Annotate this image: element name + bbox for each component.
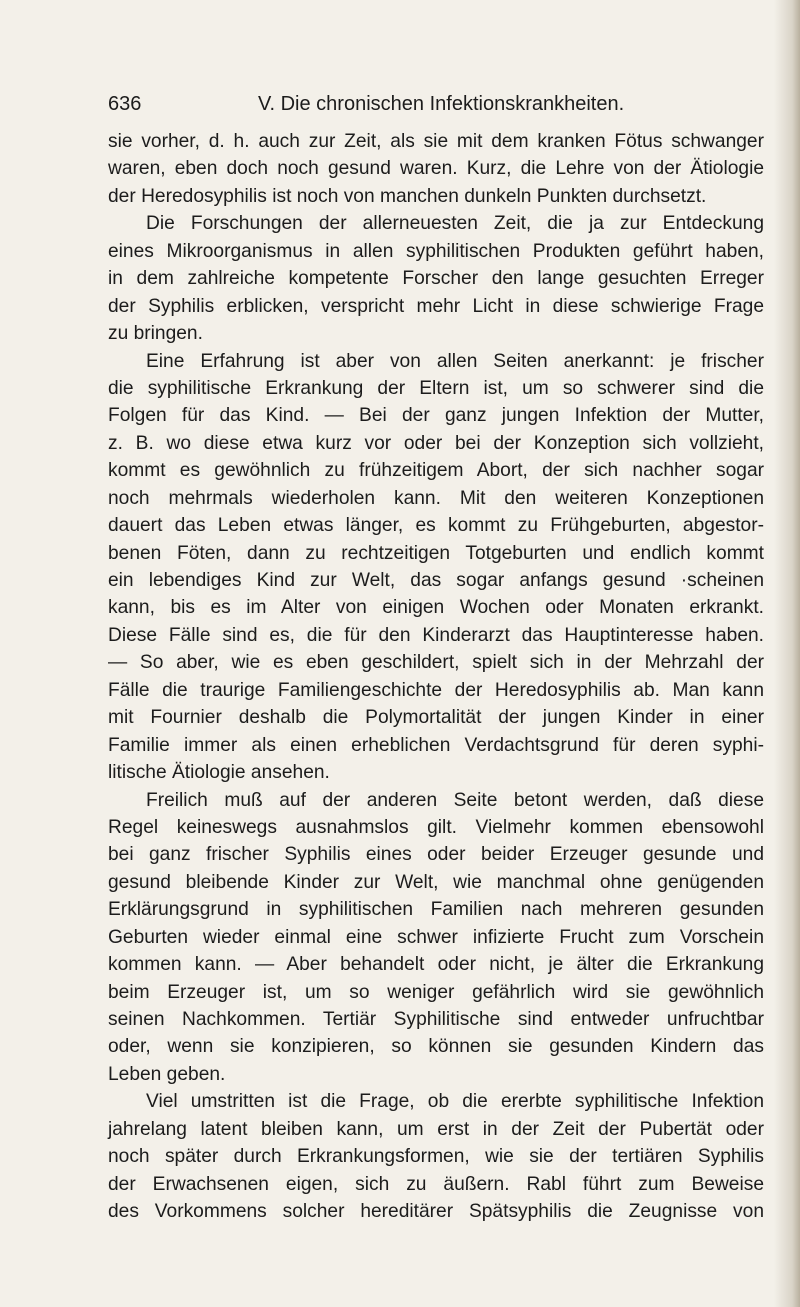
- running-header: [108, 91, 768, 117]
- text-line: litische Ätiologie ansehen.: [108, 762, 330, 784]
- text-line: sie vorher, d. h. auch zur Zeit, als sie mit dem kranken Fötus schwanger: [108, 131, 764, 152]
- text-line: des Vorkommens solcher hereditärer Spätsyphilis die Zeugnisse von: [108, 1201, 764, 1223]
- text-line: waren, eben doch noch gesund waren. Kurz, die Lehre von der Ätiologie: [108, 158, 764, 180]
- text-line: z. B. wo diese etwa kurz vor oder bei der Konzeption sich vollzieht,: [108, 432, 764, 454]
- text-line: zu bringen.: [108, 323, 203, 345]
- text-line: kommt es gewöhnlich zu frühzeitigem Abort, der sich nachher sogar: [108, 460, 764, 482]
- text-line: Leben geben.: [108, 1063, 226, 1085]
- text-line: die syphilitische Erkrankung der Eltern ist, um so schwerer sind die: [108, 377, 764, 399]
- text-line: kommen kann. — Aber behandelt oder nicht, je älter die Erkrankung: [108, 954, 764, 976]
- text-line: kann, bis es im Alter von einigen Wochen oder Monaten erkrankt.: [108, 597, 764, 619]
- running-title: V. Die chronischen Infektionskrankheiten.: [258, 93, 625, 115]
- page-edge-shadow: [774, 0, 800, 1307]
- page-number: 636: [108, 93, 142, 115]
- text-line: Regel keineswegs ausnahmslos gilt. Vielmehr kommen ebensowohl: [108, 816, 764, 838]
- text-line: der Syphilis erblicken, verspricht mehr Licht in diese schwierige Frage: [108, 295, 764, 317]
- text-line: ein lebendiges Kind zur Welt, das sogar anfangs gesund ·scheinen: [108, 570, 764, 591]
- text-line: gesund bleibende Kinder zur Welt, wie manchmal ohne genügenden: [108, 871, 764, 893]
- text-line: Viel umstritten ist die Frage, ob die ererbte syphilitische Infektion: [146, 1091, 764, 1113]
- text-line: dauert das Leben etwas länger, es kommt zu Frühgeburten, abgestor-: [108, 515, 764, 537]
- text-line: Die Forschungen der allerneuesten Zeit, die ja zur Entdeckung: [146, 213, 764, 235]
- text-line: noch später durch Erkrankungsformen, wie sie der tertiären Syphilis: [108, 1146, 764, 1168]
- text-line: benen Föten, dann zu rechtzeitigen Totgeburten und endlich kommt: [108, 542, 764, 564]
- text-line: — So aber, wie es eben geschildert, spielt sich in der Mehrzahl der: [108, 652, 764, 674]
- text-line: der Heredosyphilis ist noch von manchen dunkeln Punkten durchsetzt.: [108, 185, 707, 207]
- text-line: [108, 704, 764, 731]
- text-line: jahrelang latent bleiben kann, um erst in der Zeit der Pubertät oder: [108, 1118, 764, 1140]
- text-line-segment: mit Fournier deshalb die Polymortalität der jungen Kinder in einer: [108, 707, 764, 729]
- text-line: Freilich muß auf der anderen Seite betont werden, daß diese: [146, 789, 764, 811]
- text-line: bei ganz frischer Syphilis eines oder beider Erzeuger gesunde und: [108, 844, 764, 866]
- text-line: beim Erzeuger ist, um so weniger gefährlich wird sie gewöhnlich: [108, 981, 764, 1003]
- text-line: der Erwachsenen eigen, sich zu äußern. Rabl führt zum Beweise: [108, 1173, 764, 1195]
- text-line: in dem zahlreiche kompetente Forscher den lange gesuchten Erreger: [108, 268, 764, 290]
- text-line: Diese Fälle sind es, die für den Kinderarzt das Hauptinteresse haben.: [108, 624, 764, 646]
- text-line: Folgen für das Kind. — Bei der ganz jungen Infektion der Mutter,: [108, 405, 764, 427]
- text-line: Geburten wieder einmal eine schwer infizierte Frucht zum Vorschein: [108, 926, 764, 948]
- text-line: Fälle die traurige Familiengeschichte der Heredosyphilis ab. Man kann: [108, 679, 764, 701]
- text-line: oder, wenn sie konzipieren, so können sie gesunden Kindern das: [108, 1036, 764, 1058]
- text-line: noch mehrmals wiederholen kann. Mit den weiteren Konzeptionen: [108, 487, 764, 509]
- text-line: seinen Nachkommen. Tertiär Syphilitische sind entweder unfruchtbar: [108, 1009, 764, 1030]
- text-line: Erklärungsgrund in syphilitischen Familien nach mehreren gesunden: [108, 899, 764, 921]
- text-line: eines Mikroorganismus in allen syphilitischen Produkten geführt haben,: [108, 240, 764, 262]
- text-line: Eine Erfahrung ist aber von allen Seiten anerkannt: je frischer: [146, 350, 764, 372]
- text-line: Familie immer als einen erheblichen Verdachtsgrund für deren syphi-: [108, 734, 764, 756]
- body-text: [108, 128, 764, 1226]
